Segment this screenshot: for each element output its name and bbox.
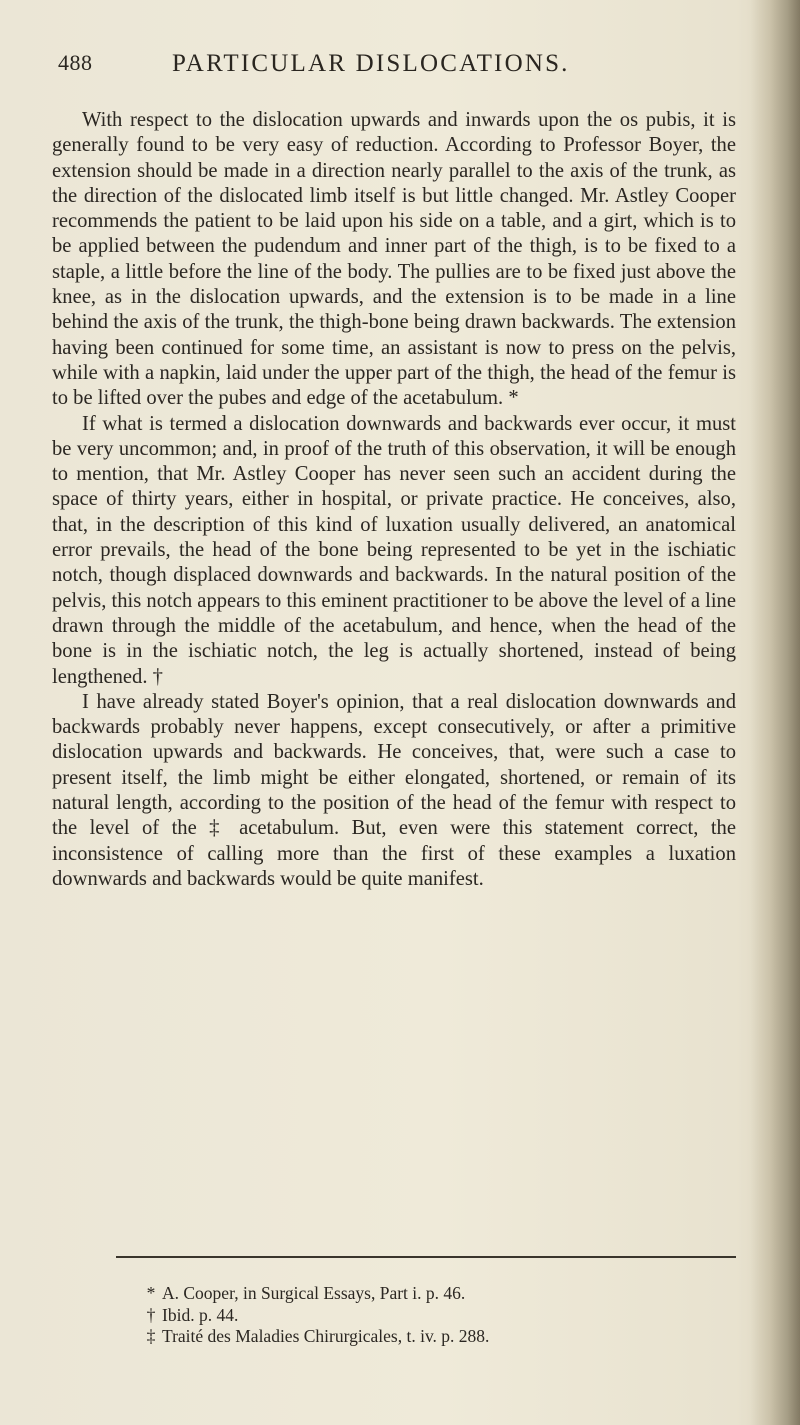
paragraph: If what is termed a dislocation downwards and backwards ever occur, it must be very uncommon; and, in proof of the truth of this observation, it will be enough to mention, that Mr. Astley Cooper has never seen such an accident during the space of thirty years, either in hospital, or private practice. He conceives, also, that, in the description of this kind of luxation usually delivered, an anatomical error prevails, the head of the bone being represented to be yet in the ischiatic notch, though displaced downwards and backwards. In the natural position of the pelvis, this notch appears to this eminent practitioner to be above the level of a line drawn through the middle of the acetabulum, and hence, when the head of the bone is in the ischiatic notch, the leg is actually shortened, instead of being lengthened. † (52, 412, 736, 688)
body-text (52, 108, 736, 892)
running-title: PARTICULAR DISLOCATIONS. (172, 50, 570, 77)
footnote (140, 1305, 740, 1327)
paragraph: With respect to the dislocation upwards and inwards upon the os pubis, it is generally found to be very easy of reduction. According to Professor Boyer, the extension should be made in a direction nearly parallel to the axis of the trunk, as the direction of the dislocated limb itself is but little changed. Mr. Astley Cooper recommends the patient to be laid upon his side on a table, and a girt, which is to be applied between the pudendum and inner part of the thigh, is to be fixed to a staple, a little before the line of the body. The pullies are to be fixed just above the knee, as in the dislocation upwards, and the extension is to be made in a line behind the axis of the trunk, the thigh-bone being drawn backwards. The extension having been continued for some time, an assistant is now to press on the pelvis, while with a napkin, laid under the upper part of the thigh, the head of the femur is to be lifted over the pubes and edge of the acetabulum. * (52, 109, 736, 410)
paragraph: I have already stated Boyer's opinion, that a real dislocation downwards and backwards probably never happens, except consecutively, or after a primitive dislocation upwards and backwards. He conceives, that, were such a case to present itself, the limb might be either elongated, shortened, or remain of its natural length, according to the position of the head of the femur with respect to the level of the ‡ acetabulum. But, even were this statement correct, the inconsistence of calling more than the first of these examples a luxation downwards and backwards would be quite manifest. (52, 690, 736, 890)
footnote (140, 1326, 740, 1348)
page-number: 488 (58, 50, 93, 75)
footnote-mark: ‡ (146, 1326, 156, 1346)
footnote-text: A. Cooper, in Surgical Essays, Part i. p. 46. (162, 1283, 466, 1303)
footnote-mark: † (146, 1304, 156, 1325)
footnote-rule (116, 1256, 736, 1258)
footnote-mark: * (146, 1283, 156, 1303)
footnote (140, 1283, 740, 1305)
footnotes (140, 1283, 740, 1348)
footnote-text: Traité des Maladies Chirurgicales, t. iv. p. 288. (162, 1326, 490, 1346)
footnote-text: Ibid. p. 44. (162, 1304, 239, 1325)
page-gutter-shadow (750, 0, 800, 1425)
